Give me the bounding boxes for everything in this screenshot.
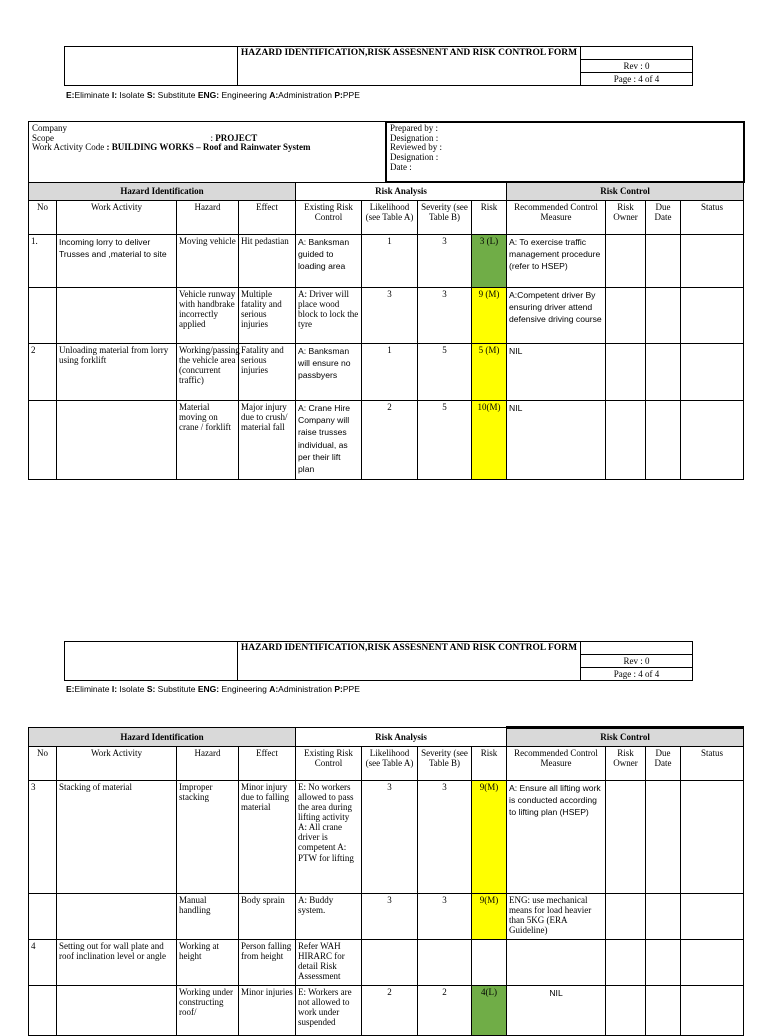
form-header-2 <box>64 641 693 681</box>
table-row: Vehicle runway with handbrake incorrectly applied Multiple fatality and serious injuries A: Driver will place wood block to lock the tyre 3 3 9 (M) A:Competent driver By ensuring driver attend defensive driving course <box>29 288 744 344</box>
risk-rating: 4(L) <box>472 986 507 1036</box>
risk-rating: 10(M) <box>472 401 507 480</box>
table-row: 1. Incoming lorry to deliver Trusses and ,material to site Moving vehicle Hit pedastian A: Banksman guided to loading area 1 3 3 (L) A: To exercise traffic management procedure (refer to HSEP) <box>29 235 744 288</box>
activity-code: : BUILDING WORKS – Roof and Rainwater System <box>106 142 311 153</box>
table-row: Manual handling Body sprain A: Buddy system. 3 3 9(M) ENG: use mechanical means for load heavier than 5KG (ERA Guideline) <box>29 894 744 940</box>
risk-table-1: Hazard Identification Risk Analysis Risk Control No Work Activity Hazard Effect Existing Risk Control Likelihood (see Table A) Severity (see Table B) Risk Recommended Control Measure Risk Owner Due Date Status 1. Incoming lorry to deliver Trusses and ,material to site Moving vehicle Hit pedastian A: Banksman guided to loading area 1 3 3 (L) A: To exercise traffic management procedure (refer to HSEP) Vehicle runway with handbrake incorrectly applied Multiple fatality and serious injuries A: Driver will place wood block to lock the tyre 3 3 9 (M) A:Competent driver By ensuring driver attend defensive driving course 2 Unloading material from lorry using forklift Working/passing the vehicle area (concurrent traffic) Fatality and serious injuries A: Banksman will ensure no passbyers 1 5 5 (M) NIL Material moving on crane / forklift Major injury due to crush/ material fall A: Crane Hire Company will raise trusses individual, as per their lift plan 2 5 10(M) NIL <box>28 182 744 480</box>
form-header-1 <box>64 46 693 86</box>
table-row: Material moving on crane / forklift Major injury due to crush/ material fall A: Crane Hire Company will raise trusses individual, as per their lift plan 2 5 10(M) NIL <box>29 401 744 480</box>
risk-rating: 3 (L) <box>472 235 507 288</box>
risk-rating: 9 (M) <box>472 288 507 344</box>
logo-cell <box>65 642 238 681</box>
sign-off-box: Prepared by : Designation : Reviewed by : Designation : Date : <box>385 121 745 183</box>
form-title: HAZARD IDENTIFICATION,RISK ASSESNENT AND RISK CONTROL FORM <box>238 47 581 86</box>
risk-table-2: Hazard Identification Risk Analysis Risk Control No Work Activity Hazard Effect Existing Risk Control Likelihood (see Table A) Severity (see Table B) Risk Recommended Control Measure Risk Owner Due Date Status 3 Stacking of material Improper stacking Minor injury due to falling material E: No workers allowed to pass the area during lifting activity A: All crane driver is competent A: PTW for lifting 3 3 9(M) A: Ensure all lifting work is conducted according to lifting plan (HSEP) Manual handling Body sprain A: Buddy system. 3 3 9(M) ENG: use mechanical means for load heavier than 5KG (ERA Guideline) 4 Setting out for wall plate and roof inclination level or angle Working at height Person falling from height Refer WAH HIRARC for detail Risk Assessment Working under constructing roof/ Minor injuries E: Workers are not allowed to work under suspended 2 2 4(L) NIL <box>28 726 744 1036</box>
company-info: Company Scope : PROJECT Work Activity Code : BUILDING WORKS – Roof and Rainwater System <box>28 121 387 184</box>
company-label: Company <box>32 123 67 133</box>
page-label: Page : 4 of 4 <box>581 668 693 681</box>
table-row: 4 Setting out for wall plate and roof inclination level or angle Working at height Person falling from height Refer WAH HIRARC for detail Risk Assessment <box>29 940 744 986</box>
table-row: Working under constructing roof/ Minor injuries E: Workers are not allowed to work under suspended 2 2 4(L) NIL <box>29 986 744 1036</box>
risk-rating: 5 (M) <box>472 344 507 401</box>
rev-label: Rev : 0 <box>581 60 693 73</box>
page-label: Page : 4 of 4 <box>581 73 693 86</box>
risk-rating: 9(M) <box>472 894 507 940</box>
form-title: HAZARD IDENTIFICATION,RISK ASSESNENT AND RISK CONTROL FORM <box>238 642 581 681</box>
control-legend: E:Eliminate I: Isolate S: Substitute ENG: Engineering A:Administration P:PPE <box>66 90 360 100</box>
table-row: 2 Unloading material from lorry using forklift Working/passing the vehicle area (concurrent traffic) Fatality and serious injuries A: Banksman will ensure no passbyers 1 5 5 (M) NIL <box>29 344 744 401</box>
risk-rating: 9(M) <box>472 781 507 894</box>
scope-value: PROJECT <box>215 132 258 143</box>
control-legend: E:Eliminate I: Isolate S: Substitute ENG: Engineering A:Administration P:PPE <box>66 684 360 694</box>
table-row: 3 Stacking of material Improper stacking Minor injury due to falling material E: No workers allowed to pass the area during lifting activity A: All crane driver is competent A: PTW for lifting 3 3 9(M) A: Ensure all lifting work is conducted according to lifting plan (HSEP) <box>29 781 744 894</box>
logo-cell <box>65 47 238 86</box>
rev-label: Rev : 0 <box>581 655 693 668</box>
